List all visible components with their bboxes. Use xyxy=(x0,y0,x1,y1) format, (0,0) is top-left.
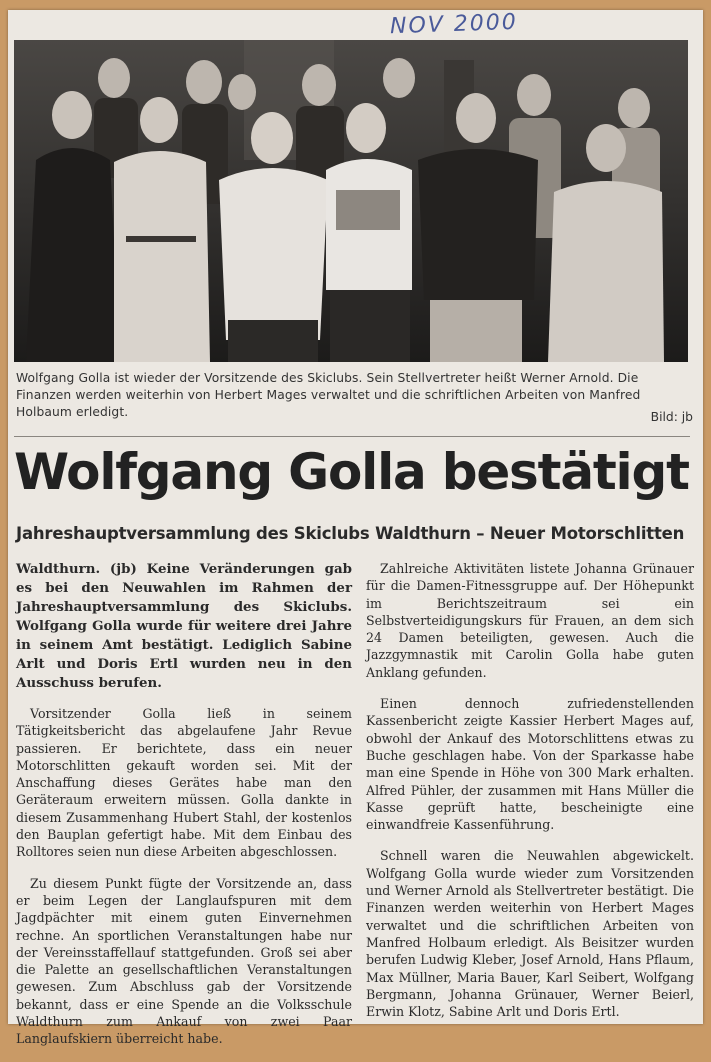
divider xyxy=(14,436,690,437)
article-paragraph: Schnell waren die Neuwahlen abgewickelt. Wolfgang Golla wurde wieder zum Vorsitzenden und Werner Arnold als Stellvertreter bestätigt. Die Finanzen werden weiterhin von Herbert Mages verwaltet und die schriftlichen Arbeiten von Manfred Holbaum erledigt. Als Beisitzer wurden berufen Ludwig Kleber, Josef Arnold, Hans Pflaum, Max Müllner, Maria Bauer, Karl Seibert, Wolfgang Bergmann, Johanna Grünauer, Werner Beierl, Erwin Klotz, Sabine Arlt und Doris Ertl. xyxy=(366,848,694,1020)
article-paragraph: Vorsitzender Golla ließ in seinem Tätigkeitsbericht das abgelaufene Jahr Revue passieren. Er berichtete, dass ein neuer Motorschlitten gekauft worden sei. Mit der Anschaffung dieses Gerätes habe man den Geräteraum erweitern müssen. Golla dankte in diesem Zusammenhang Hubert Stahl, der kostenlos den Bauplan gefertigt habe. Mit dem Einbau des Rolltores seien nun diese Arbeiten abgeschlossen. xyxy=(16,706,352,860)
article-paragraph: Zahlreiche Aktivitäten listete Johanna Grünauer für die Damen-Fitnessgruppe auf. Der Höhepunkt im Berichtszeitraum sei ein Selbstverteidigungskurs für Frauen, an dem sich 24 Damen beteiligten, gewesen. Auch die Jazzgymnastik mit Carolin Golla habe guten Anklang gefunden. xyxy=(366,561,694,680)
article-paragraph: Einen dennoch zufriedenstellenden Kassenbericht zeigte Kassier Herbert Mages auf, obwohl der Ankauf des Motorschlittens etwas zu Buche geschlagen habe. Von der Sparkasse habe man eine Spende in Höhe von 300 Mark erhalten. Alfred Pühler, der zusammen mit Hans Müller die Kasse geprüft hatte, bescheinigte eine einwandfreie Kassenführung. xyxy=(366,696,694,833)
headline: Wolfgang Golla bestätigt xyxy=(14,443,689,501)
article-column-right xyxy=(366,560,694,1034)
article-paragraph: Zu diesem Punkt fügte der Vorsitzende an, dass er beim Legen der Langlaufspuren mit dem Jagdpächter mit einem guten Einvernehmen rechne. An sportlichen Veranstaltungen habe nur der Vereinsstaffellauf stattgefunden. Groß sei aber die Palette an gesellschaftlichen Veranstaltungen gewesen. Zum Abschluss gab der Vorsitzende bekannt, dass er eine Spende an die Volksschule Waldthurn zum Ankauf von zwei Paar Langlaufskiern überreicht habe. xyxy=(16,875,352,1047)
handwritten-date: NOV 2000 xyxy=(389,9,519,40)
group-photo xyxy=(14,40,688,362)
lead-paragraph: Waldthurn. (jb) Keine Veränderungen gab es bei den Neuwahlen im Rahmen der Jahreshauptversammlung des Skiclubs. Wolfgang Golla wurde für weitere drei Jahre in seinem Amt bestätigt. Lediglich Sabine Arlt und Doris Ertl wurden neu in den Ausschuss berufen. xyxy=(16,561,352,691)
group-photo-illustration xyxy=(14,40,688,362)
subheadline: Jahreshauptversammlung des Skiclubs Waldthurn – Neuer Motorschlitten xyxy=(16,524,685,543)
article-column-left xyxy=(16,560,352,1062)
photo-credit: Bild: jb xyxy=(650,410,693,424)
photo-caption: Wolfgang Golla ist wieder der Vorsitzende des Skiclubs. Sein Stellvertreter heißt Werner Arnold. Die Finanzen werden weiterhin von Herbert Mages verwaltet und die schriftlichen Arbeiten von Manfred Holbaum erledigt. xyxy=(16,371,641,419)
